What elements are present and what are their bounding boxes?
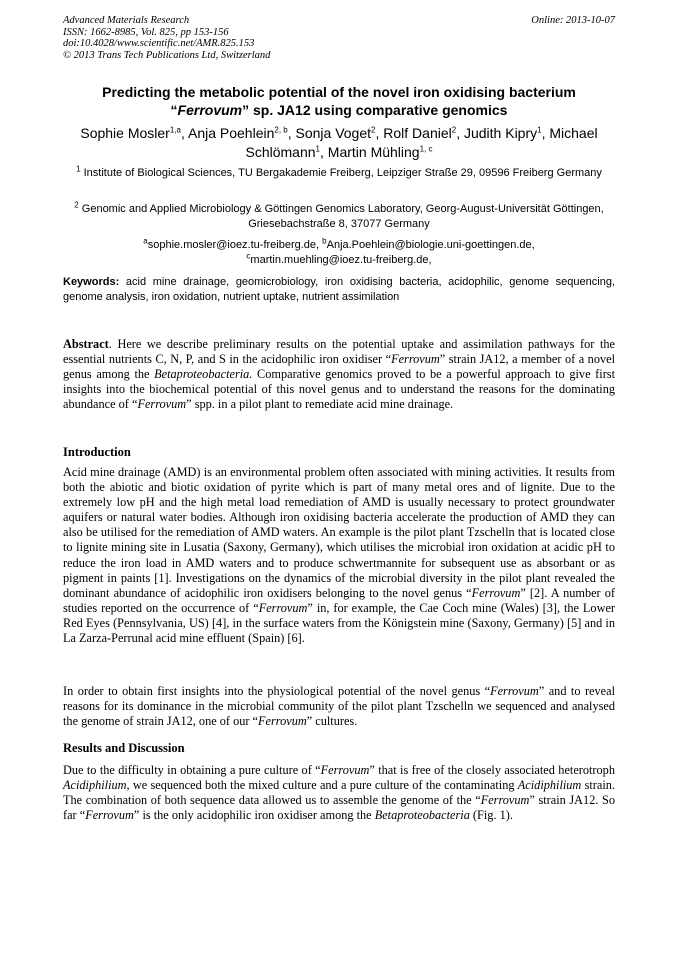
results-paragraph-1: Due to the difficulty in obtaining a pure culture of “Ferrovum” that is free of the closely associated heterotroph Acidiphilium, we sequenced both the mixed culture and a pure culture of the contaminating Acidiphilium strain. The combination of both sequence data allowed us to assemble the genome of the “Ferrovum” strain JA12. So far “Ferrovum” is the only acidophilic iron oxidiser among the Betaproteobacteria (Fig. 1). [63,763,615,823]
author-emails: $^a$sophie.mosler@ioez.tu-freiberg.de, $^b$Anja.Poehlein@biologie.uni-goettingen.de, $^c$martin.muehling@ioez.tu-freiberg.de, [143,236,535,266]
keywords [63,275,615,304]
intro-paragraph-1: Acid mine drainage (AMD) is an environmental problem often associated with mining activities. It results from both the abiotic and biotic oxidation of pyrite which is part of many metal ores and of lignite. Due to the extremely low pH and the high metal load remediation of AMD is usually necessary to protect groundwater aquifers or natural water bodies. Although iron oxidising bacteria accelerate the production of AMD they can also be utilised for the remediation of AMD waters. An example is the pilot plant Tzschelln that is located close to lignite mining site in Lusatia (Saxony, Germany), which utilises the microbial iron oxidation at acidic pH to reduce the iron load in AMD waters and to produce schwertmannite for subsequent use as absorbant or as pigment in paints [1]. Investigations on the dynamics of the microbial diversity in the pilot plant revealed the dominant abundance of acidophilic iron oxidisers belonging to the novel genus “Ferrovum” [2]. A number of studies reported on the occurrence of “Ferrovum” in, for example, the Cae Coch mine (Wales) [3], the Lower Red Eyes (Pennsylvania, US) [4], in the surface waters from the Königstein mine (Saxony, Germany) [5] and in La Zarza-Perrunal acid mine effluent (Spain) [6]. [63,465,615,646]
author: , Anja Poehlein [180,125,275,141]
author: , Sonja Voget [287,125,372,141]
email-link[interactable]: Anja.Poehlein@biologie.uni-goettingen.de, [326,239,535,251]
author: , Michael Schlömann [245,125,598,160]
author: , Rolf Daniel [375,125,452,141]
journal-header [63,15,615,61]
intro-paragraph-2: In order to obtain first insights into the physiological potential of the novel genus “Ferrovum” and to reveal reasons for its dominance in the microbial community of the pilot plant Tzschelln we sequenced and analysed the genome of strain JA12, one of our “Ferrovum” cultures. [63,684,615,729]
keywords-text: acid mine drainage, geomicrobiology, iron oxidising bacteria, acidophilic, genome sequencing, genome analysis, iron oxidation, nutrient uptake, nutrient assimilation [63,276,615,303]
journal-doi: doi:10.4028/www.scientific.net/AMR.825.153 [63,38,255,49]
title-line-1: Predicting the metabolic potential of the novel iron oxidising bacterium [102,84,576,100]
abstract-label: Abstract [63,337,109,351]
section-heading-introduction: Introduction [63,445,131,459]
paper-title: Predicting the metabolic potential of the novel iron oxidising bacterium “Ferrovum” sp. JA12 using comparative genomics [102,84,576,118]
journal-issn: ISSN: 1662-8985, Vol. 825, pp 153-156 [63,26,229,38]
section-heading-results: Results and Discussion [63,741,185,755]
keywords-label: Keywords: [63,276,120,288]
affiliation-1: $^1$ Institute of Biological Sciences, TU Bergakademie Freiberg, Leipziger Straße 29, 09596 Freiberg Germany [76,164,602,179]
affiliation-2: $^2$ Genomic and Applied Microbiology & Göttingen Genomics Laboratory, Georg-August-Universität Göttingen, Griesebachstraße 8, 37077 Germany [74,200,604,230]
author-list: Sophie Mosler$^{1,a}$, Anja Poehlein$^{2, b}$, Sonja Voget$^2$, Rolf Daniel$^2$, Judith Kipry$^1$, Michael Schlömann$^1$, Martin Mühling$^{1, c}$ [80,125,598,160]
title-genus: Ferrovum [177,102,243,118]
abstract: Abstract. Here we describe preliminary results on the potential uptake and assimilation pathways for the essential nutrients C, N, P, and S in the acidophilic iron oxidiser “Ferrovum” strain JA12, a member of a novel genus among the Betaproteobacteria. Comparative genomics proved to be a powerful approach to give first insights into the biochemical potential of this novel genus and to understand the reasons for the dominating abundance of “Ferrovum” spp. in a pilot plant to remediate acid mine drainage. [63,337,615,412]
email-link[interactable]: sophie.mosler@ioez.tu-freiberg.de, [147,239,323,251]
author: , Judith Kipry [456,125,538,141]
author: , Martin Mühling [320,144,420,160]
email-link[interactable]: martin.muehling@ioez.tu-freiberg.de, [250,254,432,266]
journal-name: Advanced Materials Research [63,15,190,26]
online-date: Online: 2013-10-07 [531,15,615,26]
journal-copyright: © 2013 Trans Tech Publications Ltd, Switzerland [63,49,271,61]
author: Sophie Mosler [80,125,170,141]
